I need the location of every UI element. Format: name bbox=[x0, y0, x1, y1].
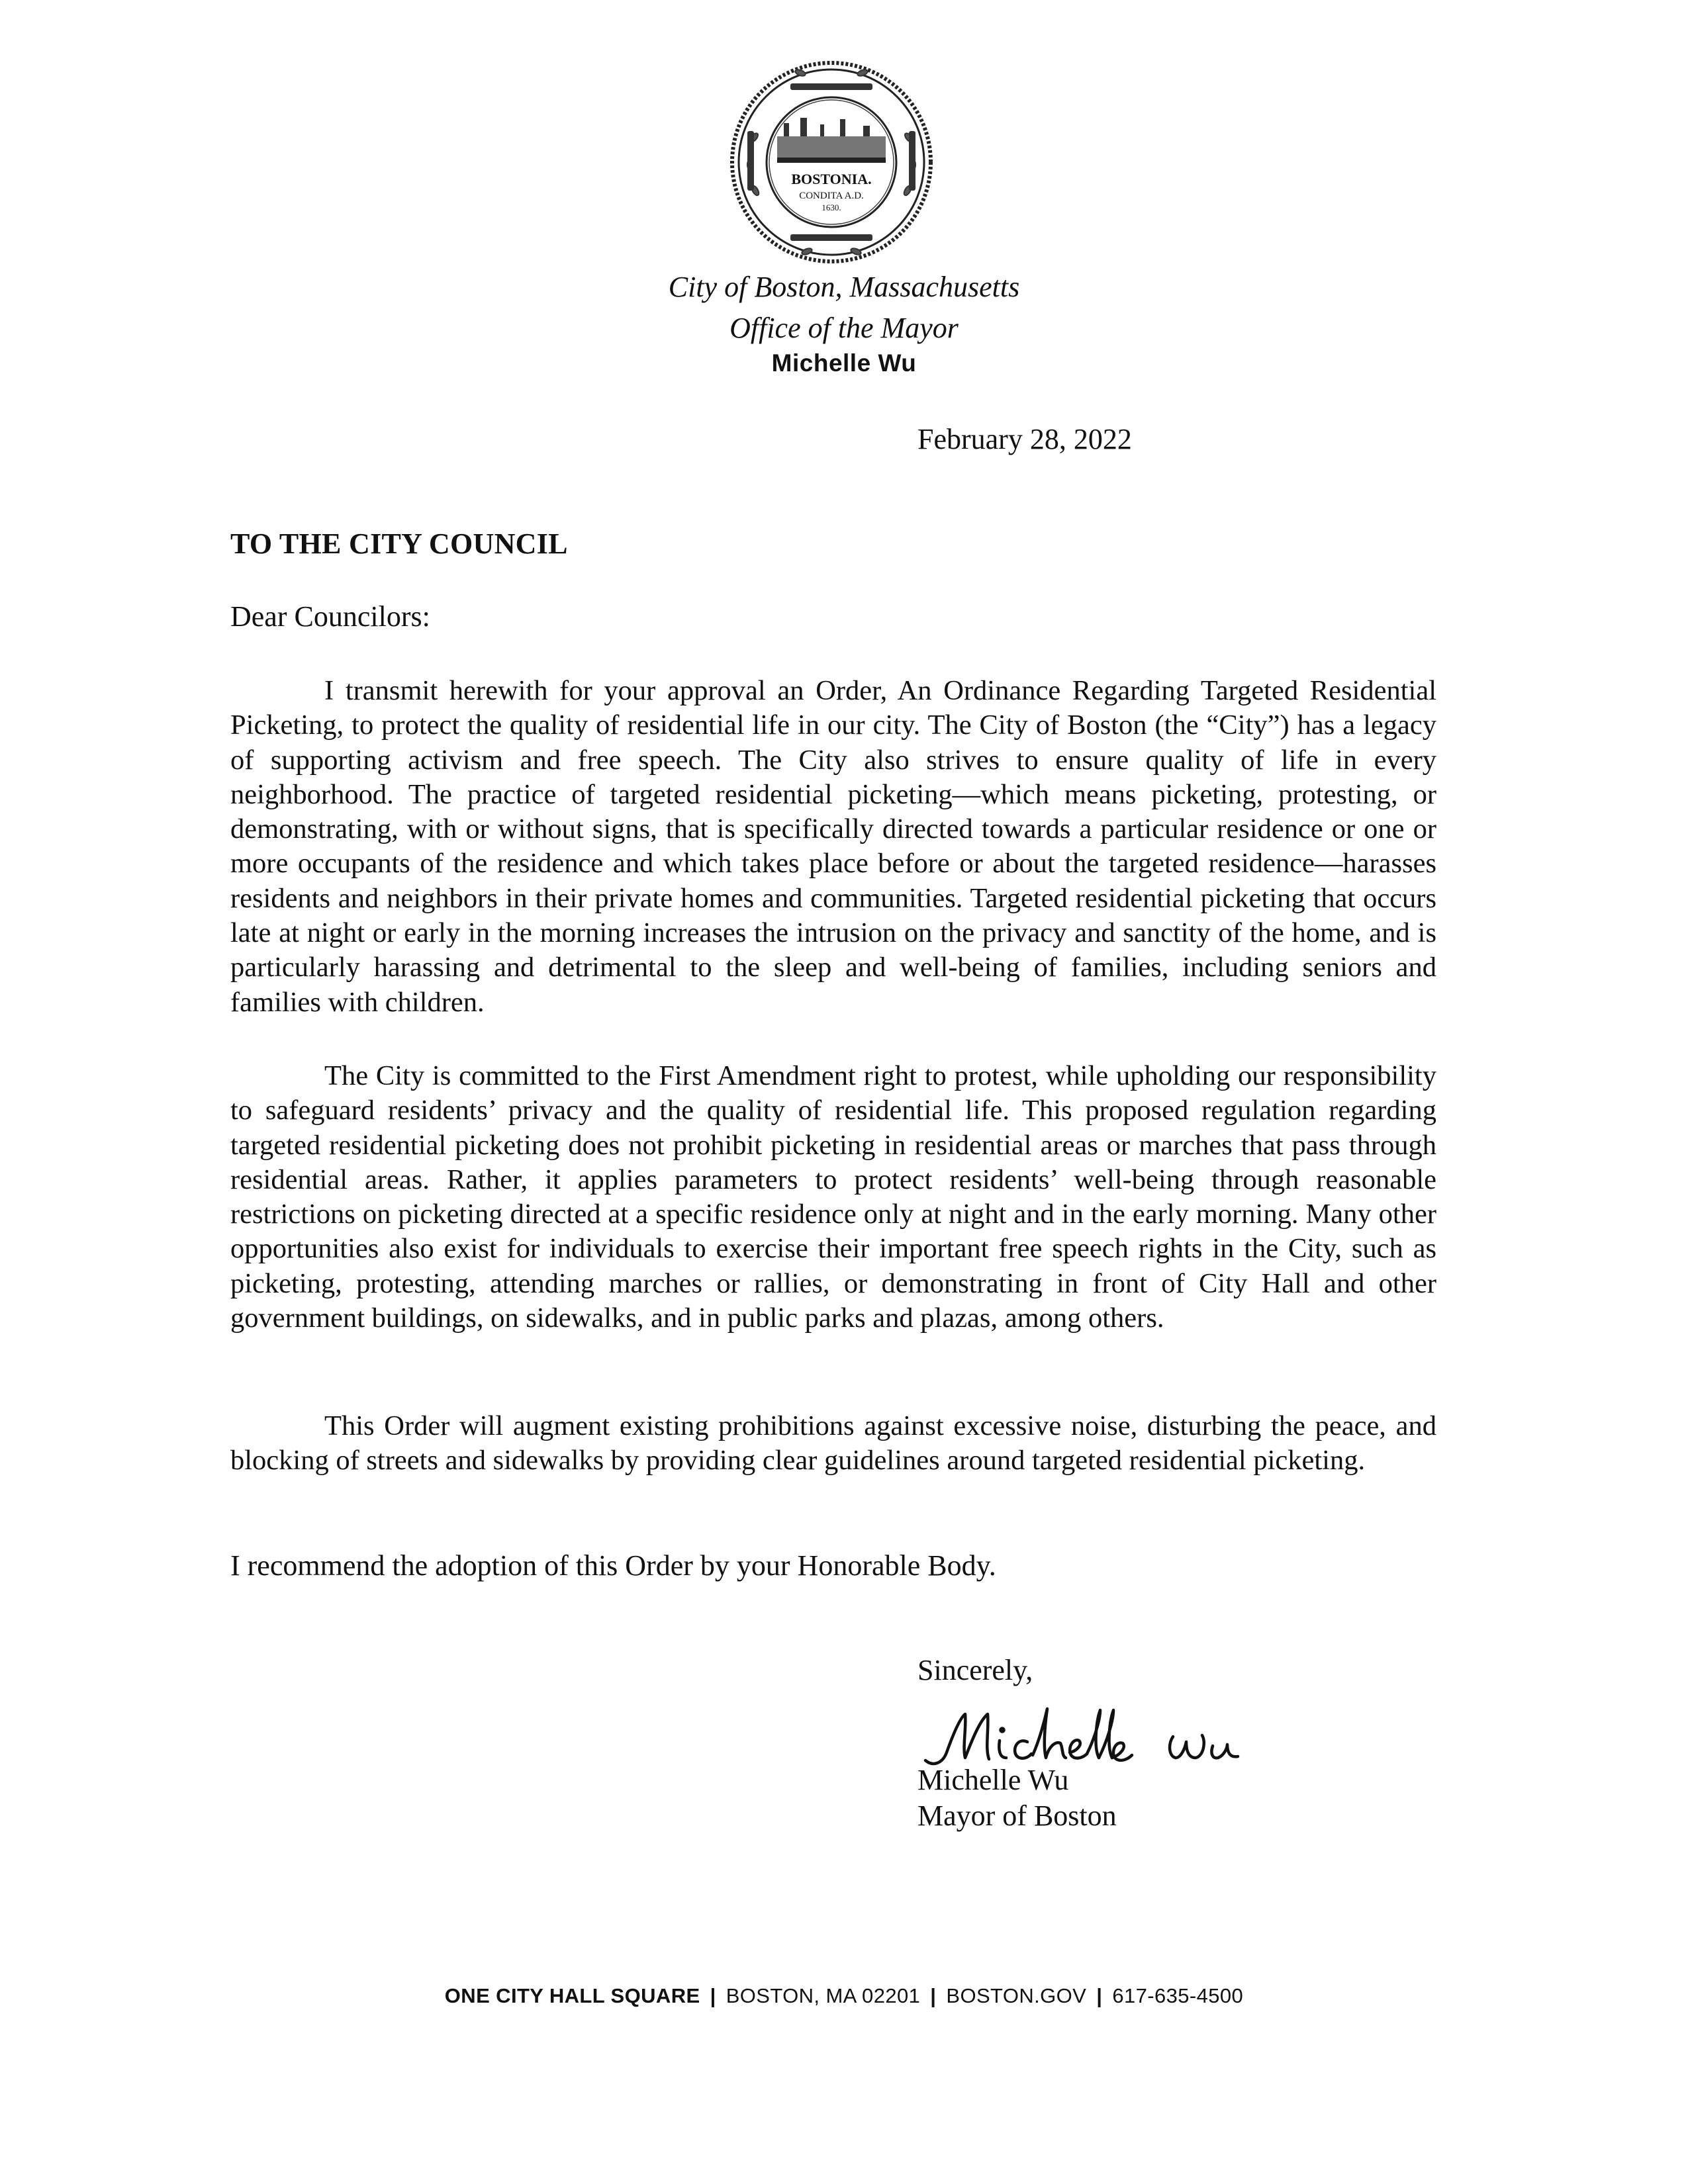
svg-text:BOSTONIA.: BOSTONIA. bbox=[791, 171, 872, 187]
footer-separator: | bbox=[710, 1984, 716, 2007]
city-seal-icon bbox=[727, 58, 935, 266]
letter-date: February 28, 2022 bbox=[917, 423, 1132, 455]
footer-phone: 617-635-4500 bbox=[1112, 1984, 1244, 2007]
letterhead-office: Office of the Mayor bbox=[729, 312, 959, 344]
salutation: Dear Councilors: bbox=[230, 600, 430, 633]
footer-separator: | bbox=[1096, 1984, 1103, 2007]
closing: Sincerely, bbox=[917, 1654, 1033, 1686]
recommendation: I recommend the adoption of this Order by your Honorable Body. bbox=[230, 1549, 996, 1582]
letterhead-city: City of Boston, Massachusetts bbox=[668, 271, 1020, 303]
letterhead-mayor-name: Michelle Wu bbox=[771, 349, 917, 377]
svg-text:1630.: 1630. bbox=[821, 203, 841, 212]
body-paragraph-2: The City is committed to the First Amendment right to protest, while upholding our responsibility to safeguard residents’ privacy and the quality of residential life. This proposed regulation regarding targeted residential picketing does not prohibit picketing in residential areas or marches that pass through residential areas. Rather, it applies parameters to protect residents’ well-being through reasonable restrictions on picketing directed at a specific residence only at night and in the early morning. Many other opportunities also exist for individuals to exercise their important free speech rights in the City, such as picketing, protesting, attending marches or rallies, or demonstrating in front of City Hall and other government buildings, on sidewalks, and in public parks and plazas, among others. bbox=[230, 1060, 1436, 1334]
footer-website: BOSTON.GOV bbox=[946, 1984, 1087, 2007]
footer bbox=[0, 1984, 1688, 2008]
svg-text:CONDITA A.D.: CONDITA A.D. bbox=[799, 191, 864, 201]
addressee: TO THE CITY COUNCIL bbox=[230, 527, 568, 560]
footer-address: ONE CITY HALL SQUARE bbox=[444, 1984, 700, 2007]
footer-separator: | bbox=[930, 1984, 937, 2007]
footer-city: BOSTON, MA 02201 bbox=[726, 1984, 921, 2007]
signer-title: Mayor of Boston bbox=[917, 1799, 1117, 1832]
body-paragraph-3: This Order will augment existing prohibitions against excessive noise, disturbing the peace, and blocking of streets and sidewalks by providing clear guidelines around targeted residential picketing. bbox=[230, 1410, 1436, 1477]
signer-name: Michelle Wu bbox=[917, 1764, 1069, 1796]
body-paragraph-1: I transmit herewith for your approval an Order, An Ordinance Regarding Targeted Residential Picketing, to protect the quality of residential life in our city. The City of Boston (the “City”) has a legacy of supporting activism and free speech. The City also strives to ensure quality of life in every neighborhood. The practice of targeted residential picketing—which means picketing, protesting, or demonstrating, with or without signs, that is specifically directed towards a particular residence or one or more occupants of the residence and which takes place before or about the targeted residence—harasses residents and neighbors in their private homes and communities. Targeted residential picketing that occurs late at night or early in the morning increases the intrusion on the privacy and sanctity of the home, and is particularly harassing and detrimental to the sleep and well-being of families, including seniors and families with children. bbox=[230, 675, 1436, 1018]
